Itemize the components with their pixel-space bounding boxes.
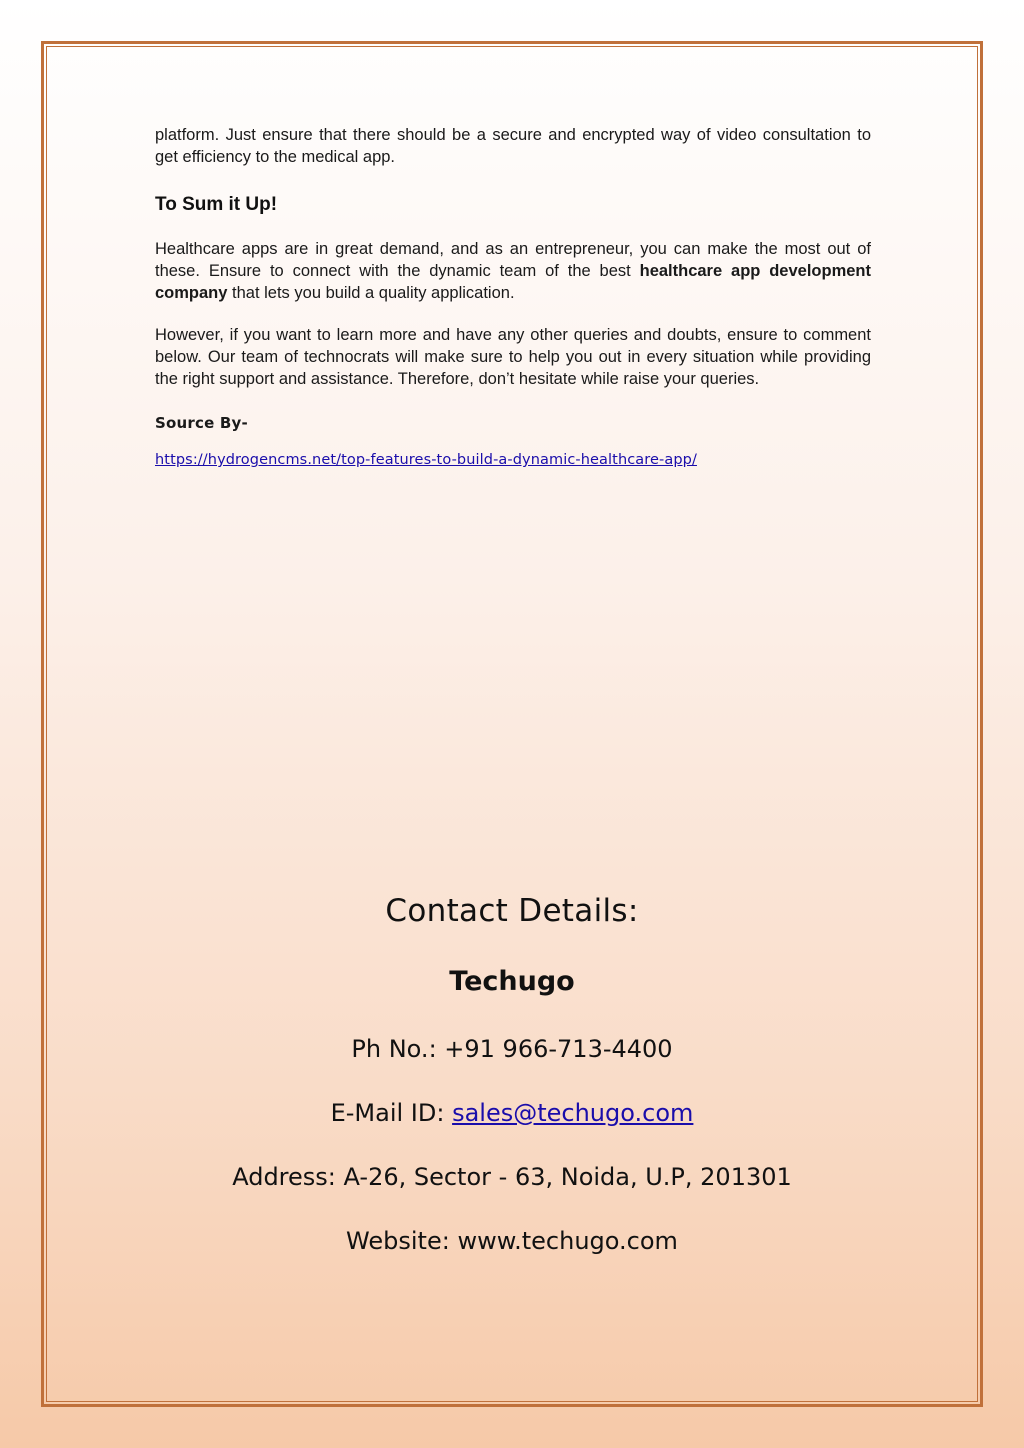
summary-paragraph	[155, 238, 871, 304]
intro-paragraph: platform. Just ensure that there should be a secure and encrypted way of video consultation to get efficiency to the medical app.	[155, 126, 871, 166]
company-name: Techugo	[449, 966, 575, 997]
source-link[interactable]: https://hydrogencms.net/top-features-to-build-a-dynamic-healthcare-app/	[155, 452, 697, 468]
summary-text-start: Healthcare apps are in great demand, and as an entrepreneur, you can make the most out of these. Ensure to connect with the dynamic team of the best	[155, 240, 871, 280]
source-label: Source By-	[155, 414, 248, 432]
website-value: www.techugo.com	[457, 1227, 678, 1255]
email-label: E-Mail ID:	[330, 1099, 453, 1127]
website-line	[60, 1227, 964, 1255]
article-body	[155, 124, 871, 469]
website-label: Website:	[346, 1227, 458, 1255]
phone-line	[60, 1035, 964, 1063]
phone-label: Ph No.:	[351, 1035, 445, 1063]
contact-title: Contact Details:	[385, 893, 639, 929]
summary-bold-keyword: healthcare app development company	[155, 262, 871, 302]
queries-paragraph: However, if you want to learn more and have any other queries and doubts, ensure to comment below. Our team of technocrats will make sure to help you out in every situation while providing the right support and assistance. Therefore, don’t hesitate while raise your queries.	[155, 326, 871, 388]
section-heading: To Sum it Up!	[155, 194, 278, 215]
summary-text-end: that lets you build a quality application.	[227, 284, 515, 302]
email-link[interactable]: sales@techugo.com	[452, 1099, 694, 1127]
address-line	[60, 1163, 964, 1191]
phone-number: +91 966-713-4400	[444, 1035, 673, 1063]
address-value: A-26, Sector - 63, Noida, U.P, 201301	[343, 1163, 792, 1191]
address-label: Address:	[232, 1163, 344, 1191]
email-line	[60, 1099, 964, 1127]
